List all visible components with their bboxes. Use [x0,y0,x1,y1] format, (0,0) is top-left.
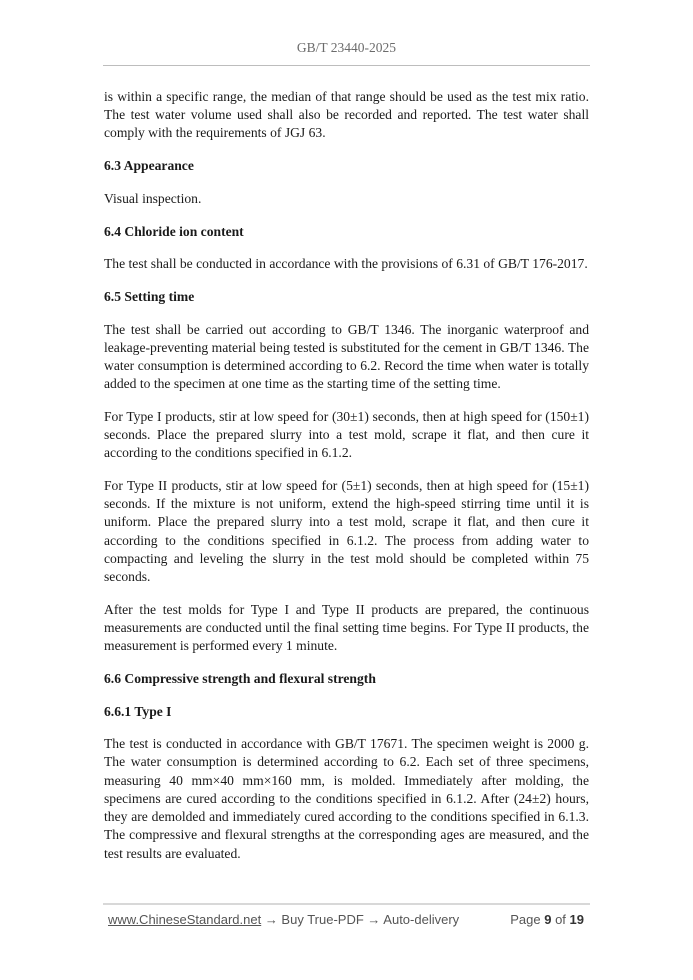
section-heading-6-6: 6.6 Compressive strength and flexural strength [104,670,376,686]
footer-promo-trail: → Buy True-PDF → Auto-delivery [261,912,460,927]
section-heading-6-6-1: 6.6.1 Type I [104,703,172,719]
page-header-title: GB/T 23440-2025 [296,40,397,55]
paragraph-6-5-4: After the test molds for Type I and Type II products are prepared, the continuous measurements are conducted until the final setting time begins. For Type II products, the measurement is performed every 1 minute. [104,601,589,654]
paragraph-6-4: The test shall be conducted in accordance with the provisions of 6.31 of GB/T 176-2017. [104,256,588,272]
page-number: Page 9 of 19 [510,912,584,927]
footer-promo [108,912,459,927]
footer-divider [103,903,590,905]
paragraph-6-3: Visual inspection. [104,190,202,206]
current-page: 9 [544,912,552,927]
header-divider [103,65,590,66]
paragraph-6-5-3: For Type II products, stir at low speed for (5±1) seconds, then at high speed for (15±1) seconds. If the mixture is not uniform, extend the high-speed stirring time until it is uniform. Place the prepared slurry into a test mold, scrape it flat, and then cure it according to the conditions specified in 6.1.2. The process from adding water to compacting and leveling the slurry in the test mold should be completed within 75 seconds. [104,478,589,585]
section-heading-6-4: 6.4 Chloride ion content [104,223,244,239]
paragraph-intro: is within a specific range, the median of that range should be used as the test mix ratio. The test water volume used shall also be recorded and reported. The test water shall comply with the requirements of JGJ 63. [104,89,589,141]
chinesestandard-link[interactable]: www.ChineseStandard.net [108,912,262,927]
section-heading-6-5: 6.5 Setting time [104,288,195,304]
section-heading-6-3: 6.3 Appearance [104,158,194,174]
paragraph-6-6-1: The test is conducted in accordance with GB/T 17671. The specimen weight is 2000 g. The water consumption is determined according to 6.2. Each set of three specimens, measuring 40 mm×40 mm×160 mm, is molded. Immediately after molding, the specimens are cured according to the conditions specified in 6.1.2. After (24±2) hours, they are demolded and immediately cured according to the conditions specified in 6.1.3. The compressive and flexural strengths at the corresponding ages are measured, and the test results are evaluated. [104,736,589,861]
paragraph-6-5-2: For Type I products, stir at low speed for (30±1) seconds, then at high speed for (150±1) seconds. Place the prepared slurry into a test mold, scrape it flat, and then cure it according to the conditions specified in 6.1.2. [104,408,589,461]
total-pages: 19 [569,912,584,927]
page-content [104,88,589,877]
page-footer [108,912,584,927]
paragraph-6-5-1: The test shall be carried out according to GB/T 1346. The inorganic waterproof and leakage-preventing material being tested is substituted for the cement in GB/T 1346. The water consumption is determined according to 6.2. Record the time when water is totally added to the specimen at one time as the starting time of the setting time. [104,321,589,392]
